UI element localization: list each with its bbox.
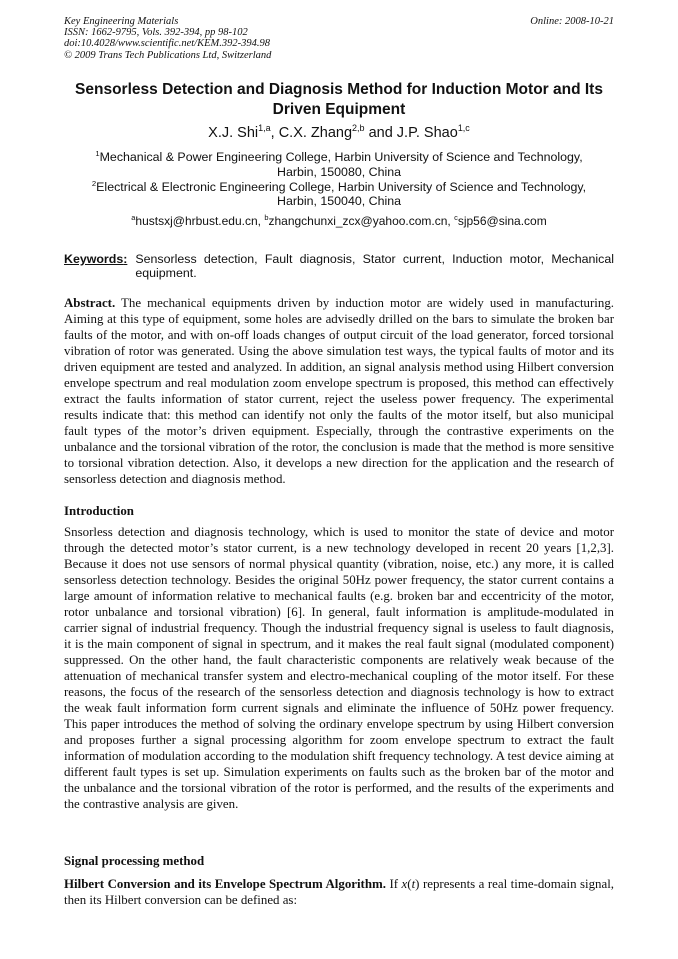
keywords-text: Sensorless detection, Fault diagnosis, Stator current, Induction motor, Mechanical equipment. <box>135 252 614 281</box>
email-address: hustsxj@hrbust.edu.cn, <box>135 214 265 228</box>
subsection-label: Hilbert Conversion and its Envelope Spectrum Algorithm. <box>64 877 386 891</box>
author-affiliation-mark: 2,b <box>352 123 365 134</box>
doi-line: doi:10.4028/www.scientific.net/KEM.392-394.98 <box>64 38 270 50</box>
email-mark: b <box>264 213 269 222</box>
email-address: sjp56@sina.com <box>457 214 547 228</box>
author-list <box>64 124 614 142</box>
keywords <box>64 252 614 280</box>
email-mark: c <box>454 213 458 222</box>
affiliation-line <box>64 180 614 195</box>
online-date: Online: 2008-10-21 <box>530 16 614 27</box>
paper-title: Sensorless Detection and Diagnosis Method for Induction Motor and Its Driven Equipment <box>75 81 603 118</box>
paragraph-text: If <box>386 877 402 891</box>
keywords-label-text: Keywords <box>64 252 124 266</box>
abstract-label: Abstract. <box>64 296 116 310</box>
author-affiliation-mark: 1,c <box>457 123 470 134</box>
affiliation-line: Harbin, 150080, China <box>277 164 401 179</box>
author-separator: and <box>364 125 397 141</box>
section-heading-introduction: Introduction <box>64 504 134 518</box>
affiliation-line <box>64 150 614 165</box>
author-separator: , <box>270 125 279 141</box>
journal-header <box>64 16 614 61</box>
math-variable-t: t <box>411 877 416 891</box>
affiliation-text: Mechanical & Power Engineering College, Harbin University of Science and Technology, <box>99 150 583 164</box>
paragraph-text: represents a real time-domain signal, then its Hilbert conversion can be defined as: <box>64 877 615 907</box>
affiliation-mark: 2 <box>91 178 97 188</box>
introduction-paragraph: Snsorless detection and diagnosis technology, which is used to monitor the state of device and motor through the detected motor’s stator current, is a new technology developed in recent 20 years [1,2,3]. Because it does not use sensors of normal physical quantity (vibration, noise, etc.) any more, it is called sensorless detection technology. Besides the original 50Hz power frequency, the stator current contains a large amount of information relative to mechanical faults (e.g. broken bar and eccentricity of the motor, rotor unbalance and torsional vibration) [6]. In general, fault information is amplitude-modulated in carrier signal of industrial frequency. Though the industrial frequency signal is useless to fault diagnosis, it is the main component of signal in spectrum, and it makes the real fault signal (modulated component) suppressed. On the other hand, the fault characteristic components are relatively weak because of the attenuation of mechanical transfer system and electro-mechanical coupling of the motor itself. For these reasons, the focus of the research of the sensorless detection and diagnosis technology is how to extract the weak fault information form current signals and eliminate the influence of 50Hz power frequency. This paper introduces the method of solving the ordinary envelope spectrum by using Hilbert conversion and proposes further a signal processing algorithm for zoom envelope spectrum to extract the fault information of modulation according to the modulation shift frequency technology. A test device aiming at different fault types is set up. Simulation experiments on faults such as the broken bar of the motor and the unbalance and the torsional vibration of the rotor is performed, and the results of the experiments and the contrastive analysis are given. <box>64 525 614 811</box>
math-paren: ( <box>407 877 412 891</box>
math-paren: ) <box>415 877 420 891</box>
keywords-colon: : <box>123 252 128 266</box>
math-variable-x: x <box>401 877 408 891</box>
copyright-line: © 2009 Trans Tech Publications Ltd, Switzerland <box>64 49 272 61</box>
hilbert-paragraph <box>64 876 614 908</box>
author-emails <box>64 214 614 228</box>
keywords-label <box>64 252 127 280</box>
affiliations <box>64 150 614 209</box>
affiliation-mark: 1 <box>95 148 100 158</box>
issn-line: ISSN: 1662-9795, Vols. 392-394, pp 98-102 <box>64 27 248 39</box>
abstract <box>64 295 614 487</box>
journal-name: Key Engineering Materials <box>64 16 179 27</box>
email-mark: a <box>131 213 136 222</box>
abstract-text: The mechanical equipments driven by induction motor are widely used in manufacturing. Aiming at this type of equipment, some holes are advisedly drilled on the bars to simulate the broken bar faults of the motor, and with on-off loads changes of output circuit of the load generator, forced torsional vibration of rotor was generated. Using the above simulation test ways, the typical faults of motor and its driven equipment are tested and analyzed. In addition, an signal analysis method using Hilbert conversion envelope spectrum and real modulation zoom envelope spectrum is proposed, this method can effectively extract the faults information of stator current, reject the useless power frequency. The experimental results indicate that: this method can identify not only the faults of the motor itself, but also municipal fault types of the motor’s driven equipment. Especially, through the contrastive experiments on the unbalance and the torsional vibration of the rotor, the conclusion is made that the method is more sensitive to torsional vibration detection. Also, it develops a new direction for the application and the research of sensorless detection and diagnosis method. <box>64 296 614 486</box>
author-name: C.X. Zhang <box>278 125 353 141</box>
email-address: zhangchunxi_zcx@yahoo.com.cn, <box>268 214 455 228</box>
author-name: J.P. Shao <box>396 125 458 141</box>
affiliation-text: Electrical & Electronic Engineering College, Harbin University of Science and Technology, <box>96 179 587 194</box>
affiliation-line: Harbin, 150040, China <box>277 194 401 209</box>
author-affiliation-mark: 1,a <box>258 123 271 134</box>
section-heading-signal-processing: Signal processing method <box>64 854 205 868</box>
author-name: X.J. Shi <box>208 125 259 141</box>
